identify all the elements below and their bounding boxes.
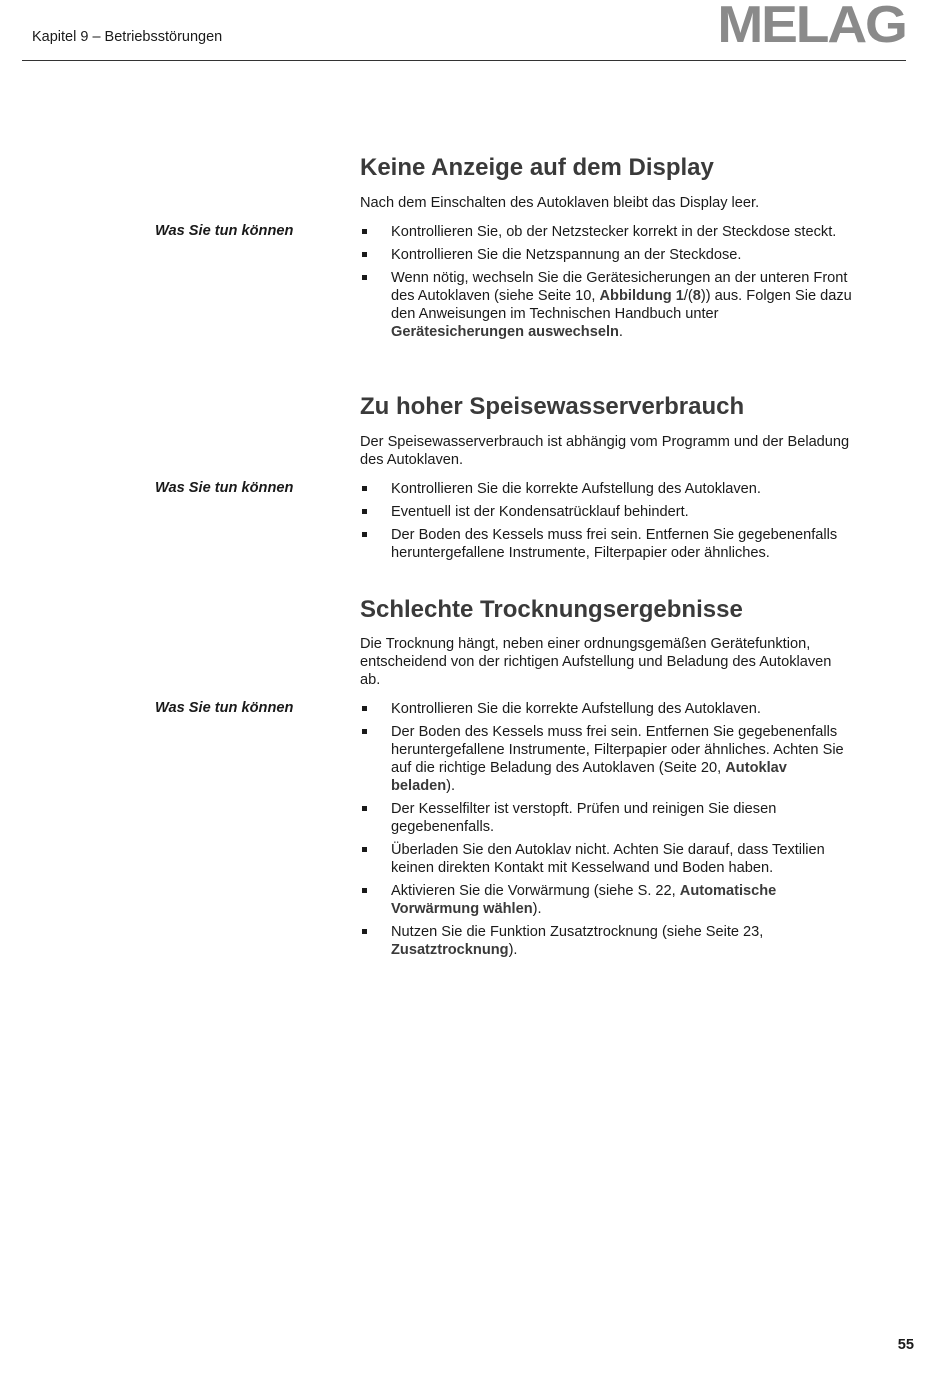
- action-list: [360, 223, 855, 346]
- section-intro: Die Trocknung hängt, neben einer ordnungsgemäßen Gerätefunktion, entscheidend von der richtigen Aufstellung und Beladung des Autoklaven ab.: [360, 636, 832, 688]
- list-item: Der Boden des Kessels muss frei sein. Entfernen Sie gegebenenfalls heruntergefallene Instrumente, Filterpapier oder ähnliches.: [360, 526, 855, 562]
- side-label: Was Sie tun können: [155, 223, 294, 239]
- melag-logo: MELAG: [717, 0, 906, 54]
- list-item: Kontrollieren Sie die korrekte Aufstellung des Autoklaven.: [360, 480, 855, 498]
- side-label: Was Sie tun können: [155, 480, 294, 496]
- section-heading: Schlechte Trocknungsergebnisse: [360, 596, 743, 623]
- side-label: Was Sie tun können: [155, 700, 294, 716]
- list-item: Nutzen Sie die Funktion Zusatztrocknung (siehe Seite 23, Zusatztrocknung).: [360, 923, 855, 959]
- list-item: Kontrollieren Sie, ob der Netzstecker korrekt in der Steckdose steckt.: [360, 223, 855, 241]
- list-item: Überladen Sie den Autoklav nicht. Achten Sie darauf, dass Textilien keinen direkten Kontakt mit Kesselwand und Boden haben.: [360, 841, 855, 877]
- section-intro: Der Speisewasserverbrauch ist abhängig vom Programm und der Beladung des Autoklaven.: [360, 434, 850, 468]
- page-header: [22, 0, 906, 61]
- list-item: Der Boden des Kessels muss frei sein. Entfernen Sie gegebenenfalls heruntergefallene Instrumente, Filterpapier oder ähnliches. Achten Sie auf die richtige Beladung des Autoklaven (Seite 20, Autoklav beladen).: [360, 723, 855, 795]
- action-list: [360, 480, 855, 567]
- list-item: Der Kesselfilter ist verstopft. Prüfen und reinigen Sie diesen gegebenenfalls.: [360, 800, 855, 836]
- list-item: Kontrollieren Sie die Netzspannung an der Steckdose.: [360, 246, 855, 264]
- list-item: Eventuell ist der Kondensatrücklauf behindert.: [360, 503, 855, 521]
- page-number: 55: [897, 1337, 914, 1353]
- section-intro: Nach dem Einschalten des Autoklaven bleibt das Display leer.: [360, 195, 760, 211]
- section-heading: Zu hoher Speisewasserverbrauch: [360, 393, 745, 420]
- list-item: Wenn nötig, wechseln Sie die Gerätesicherungen an der unteren Front des Autoklaven (siehe Seite 10, Abbildung 1/(8)) aus. Folgen Sie dazu den Anweisungen im Technischen Handbuch unter Gerätesicherungen auswechseln.: [360, 269, 855, 341]
- section-heading: Keine Anzeige auf dem Display: [360, 154, 714, 181]
- list-item: Aktivieren Sie die Vorwärmung (siehe S. 22, Automatische Vorwärmung wählen).: [360, 882, 855, 918]
- list-item: Kontrollieren Sie die korrekte Aufstellung des Autoklaven.: [360, 700, 855, 718]
- action-list: [360, 700, 855, 964]
- chapter-title: Kapitel 9 – Betriebsstörungen: [32, 29, 223, 45]
